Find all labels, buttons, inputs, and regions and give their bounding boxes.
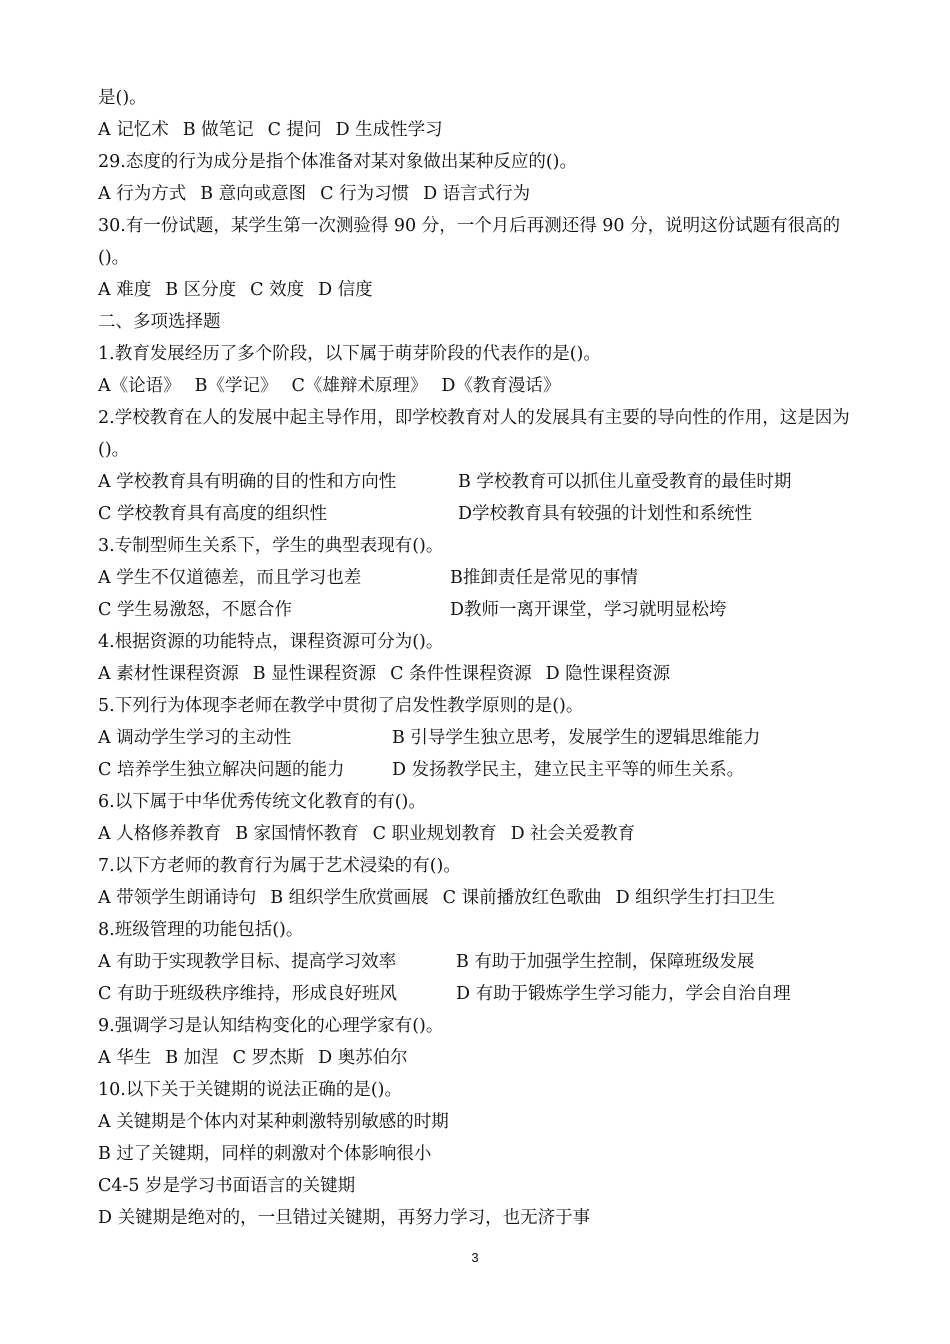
options-m8-ab: A 有助于实现教学目标、提高学习效率 B 有助于加强学生控制，保障班级发展 — [98, 952, 755, 972]
options-28: A 记忆术 B 做笔记 C 提问 D 生成性学习 — [98, 120, 443, 140]
options-m5-ab: A 调动学生学习的主动性 B 引导学生独立思考，发展学生的逻辑思维能力 — [98, 728, 761, 748]
question-m9: 9.强调学习是认知结构变化的心理学家有()。 — [98, 1016, 444, 1036]
question-list — [98, 82, 868, 1234]
options-m3-cd: C 学生易激怒，不愿合作 D教师一离开课堂，学习就明显松垮 — [98, 600, 727, 620]
question-m8: 8.班级管理的功能包括()。 — [98, 920, 304, 940]
options-m5-cd: C 培养学生独立解决问题的能力 D 发扬教学民主，建立民主平等的师生关系。 — [98, 760, 745, 780]
question-m10: 10.以下关于关键期的说法正确的是()。 — [98, 1080, 402, 1100]
options-m7: A 带领学生朗诵诗句 B 组织学生欣赏画展 C 课前播放红色歌曲 D 组织学生打扫卫生 — [98, 888, 776, 908]
question-m3: 3.专制型师生关系下，学生的典型表现有()。 — [98, 536, 444, 556]
options-m2-ab: A 学校教育具有明确的目的性和方向性 B 学校教育可以抓住儿童受教育的最佳时期 — [98, 472, 792, 492]
options-m1: A《论语》 B《学记》 C《雄辩术原理》 D《教育漫话》 — [98, 376, 561, 396]
options-m4: A 素材性课程资源 B 显性课程资源 C 条件性课程资源 D 隐性课程资源 — [98, 664, 671, 684]
question-m1: 1.教育发展经历了多个阶段，以下属于萌芽阶段的代表作的是()。 — [98, 344, 601, 364]
options-m3-ab: A 学生不仅道德差，而且学习也差 B推卸责任是常见的事情 — [98, 568, 638, 588]
option-m10-d: D 关键期是绝对的，一旦错过关键期，再努力学习，也无济于事 — [98, 1208, 591, 1228]
options-m6: A 人格修养教育 B 家国情怀教育 C 职业规划教育 D 社会关爱教育 — [98, 824, 636, 844]
question-m6: 6.以下属于中华优秀传统文化教育的有()。 — [98, 792, 426, 812]
question-tail: 是()。 — [98, 88, 147, 108]
options-29: A 行为方式 B 意向或意图 C 行为习惯 D 语言式行为 — [98, 184, 531, 204]
option-m10-b: B 过了关键期，同样的刺激对个体影响很小 — [98, 1144, 432, 1164]
section-heading: 二、多项选择题 — [98, 312, 221, 332]
options-m2-cd: C 学校教育具有高度的组织性 D学校教育具有较强的计划性和系统性 — [98, 504, 753, 524]
question-29: 29.态度的行为成分是指个体准备对某对象做出某种反应的()。 — [98, 152, 577, 172]
option-m10-a: A 关键期是个体内对某种刺激特别敏感的时期 — [98, 1112, 449, 1132]
question-m4: 4.根据资源的功能特点，课程资源可分为()。 — [98, 632, 444, 652]
question-m7: 7.以下方老师的教育行为属于艺术浸染的有()。 — [98, 856, 461, 876]
question-30: 30.有一份试题，某学生第一次测验得 90 分，一个月后再测还得 90 分，说明这份试题有很高的()。 — [98, 216, 841, 268]
options-30: A 难度 B 区分度 C 效度 D 信度 — [98, 280, 373, 300]
question-m5: 5.下列行为体现李老师在教学中贯彻了启发性教学原则的是()。 — [98, 696, 584, 716]
question-m2: 2.学校教育在人的发展中起主导作用，即学校教育对人的发展具有主要的导向性的作用，这是因为()。 — [98, 408, 850, 460]
option-m10-c: C4-5 岁是学习书面语言的关键期 — [98, 1176, 356, 1196]
options-m8-cd: C 有助于班级秩序维持，形成良好班风 D 有助于锻炼学生学习能力，学会自治自理 — [98, 984, 791, 1004]
page-number: 3 — [471, 1250, 479, 1265]
options-m9: A 华生 B 加涅 C 罗杰斯 D 奥苏伯尔 — [98, 1048, 408, 1068]
